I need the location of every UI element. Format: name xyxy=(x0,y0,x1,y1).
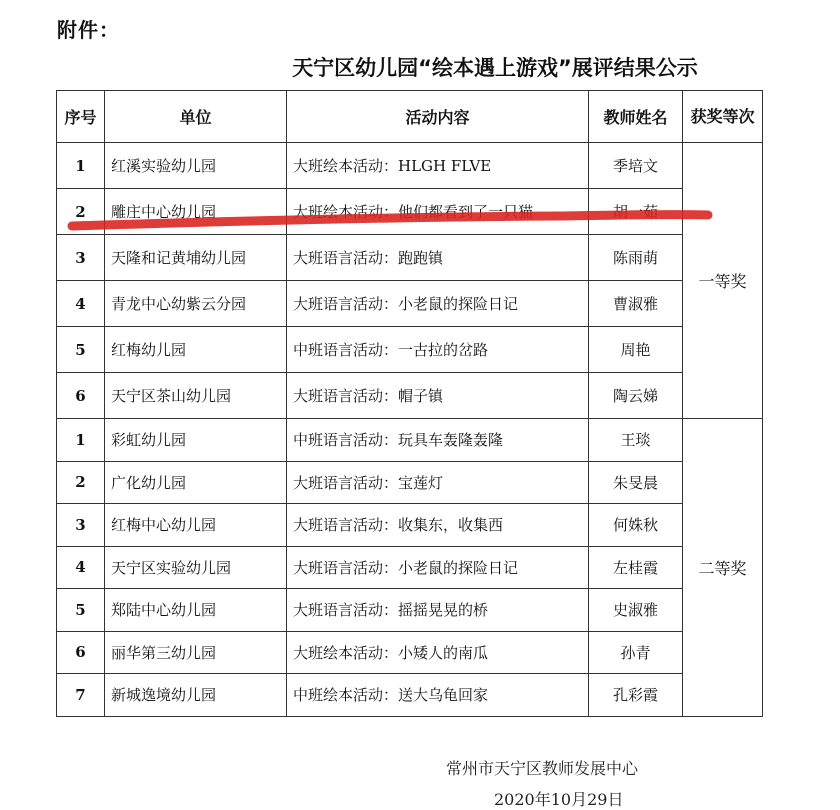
unit-name: 青龙中心幼紫云分园 xyxy=(105,281,287,327)
unit-name: 红梅中心幼儿园 xyxy=(105,504,287,547)
teacher-name: 季培文 xyxy=(589,143,683,189)
first-prize-group xyxy=(57,143,763,419)
teacher-name: 史淑雅 xyxy=(589,589,683,632)
activity-content: 中班绘本活动：送大乌龟回家 xyxy=(287,674,589,717)
row-number: 5 xyxy=(57,589,105,632)
teacher-name: 陈雨萌 xyxy=(589,235,683,281)
second-prize-group xyxy=(57,419,763,717)
col-header-teacher: 教师姓名 xyxy=(589,91,683,143)
table-row xyxy=(57,461,763,504)
activity-content: 大班语言活动：收集东，收集西 xyxy=(287,504,589,547)
unit-name: 新城逸境幼儿园 xyxy=(105,674,287,717)
unit-name: 红梅幼儿园 xyxy=(105,327,287,373)
activity-content: 大班绘本活动：HLGH FLVE xyxy=(287,143,589,189)
issue-date: 2020年10月29日 xyxy=(494,790,624,809)
row-number: 4 xyxy=(57,281,105,327)
unit-name: 丽华第三幼儿园 xyxy=(105,631,287,674)
attachment-label: 附件： xyxy=(57,18,120,42)
table-row xyxy=(57,674,763,717)
table-row xyxy=(57,419,763,462)
teacher-name: 周艳 xyxy=(589,327,683,373)
teacher-name: 胡一茹 xyxy=(589,189,683,235)
teacher-name: 孙青 xyxy=(589,631,683,674)
unit-name: 彩虹幼儿园 xyxy=(105,419,287,462)
table-row xyxy=(57,281,763,327)
table-row xyxy=(57,327,763,373)
table-row xyxy=(57,143,763,189)
row-number: 1 xyxy=(57,143,105,189)
unit-name: 郑陆中心幼儿园 xyxy=(105,589,287,632)
row-number: 6 xyxy=(57,373,105,419)
row-number: 7 xyxy=(57,674,105,717)
unit-name: 天宁区实验幼儿园 xyxy=(105,546,287,589)
teacher-name: 何姝秋 xyxy=(589,504,683,547)
row-number: 2 xyxy=(57,461,105,504)
activity-content: 中班语言活动：玩具车轰隆轰隆 xyxy=(287,419,589,462)
activity-content: 大班语言活动：摇摇晃晃的桥 xyxy=(287,589,589,632)
activity-content: 大班语言活动：宝莲灯 xyxy=(287,461,589,504)
activity-content: 大班语言活动：跑跑镇 xyxy=(287,235,589,281)
table-row xyxy=(57,631,763,674)
unit-name: 广化幼儿园 xyxy=(105,461,287,504)
activity-content: 中班语言活动：一古拉的岔路 xyxy=(287,327,589,373)
page-title: 天宁区幼儿园“绘本遇上游戏”展评结果公示 xyxy=(292,56,698,80)
row-number: 6 xyxy=(57,631,105,674)
activity-content: 大班绘本活动：小矮人的南瓜 xyxy=(287,631,589,674)
unit-name: 天隆和记黄埔幼儿园 xyxy=(105,235,287,281)
col-header-award: 获奖等次 xyxy=(683,91,763,143)
table-row xyxy=(57,504,763,547)
teacher-name: 孔彩霞 xyxy=(589,674,683,717)
issuing-organization: 常州市天宁区教师发展中心 xyxy=(446,759,639,778)
table-row xyxy=(57,546,763,589)
teacher-name: 左桂霞 xyxy=(589,546,683,589)
unit-name: 雕庄中心幼儿园 xyxy=(105,189,287,235)
row-number: 3 xyxy=(57,504,105,547)
table-row xyxy=(57,589,763,632)
row-number: 4 xyxy=(57,546,105,589)
teacher-name: 王琰 xyxy=(589,419,683,462)
activity-content: 大班绘本活动：他们都看到了一只猫 xyxy=(287,189,589,235)
unit-name: 红溪实验幼儿园 xyxy=(105,143,287,189)
table-row xyxy=(57,373,763,419)
unit-name: 天宁区茶山幼儿园 xyxy=(105,373,287,419)
col-header-activity: 活动内容 xyxy=(287,91,589,143)
row-number: 3 xyxy=(57,235,105,281)
activity-content: 大班语言活动：小老鼠的探险日记 xyxy=(287,546,589,589)
award-second-prize: 二等奖 xyxy=(683,419,763,717)
teacher-name: 曹淑雅 xyxy=(589,281,683,327)
results-table xyxy=(56,90,763,717)
table-row xyxy=(57,235,763,281)
row-number: 2 xyxy=(57,189,105,235)
table-row xyxy=(57,189,763,235)
teacher-name: 陶云娣 xyxy=(589,373,683,419)
activity-content: 大班语言活动：帽子镇 xyxy=(287,373,589,419)
col-header-no: 序号 xyxy=(57,91,105,143)
row-number: 5 xyxy=(57,327,105,373)
award-first-prize: 一等奖 xyxy=(683,143,763,419)
table-header-row xyxy=(57,91,763,143)
row-number: 1 xyxy=(57,419,105,462)
teacher-name: 朱旻晨 xyxy=(589,461,683,504)
col-header-unit: 单位 xyxy=(105,91,287,143)
activity-content: 大班语言活动：小老鼠的探险日记 xyxy=(287,281,589,327)
